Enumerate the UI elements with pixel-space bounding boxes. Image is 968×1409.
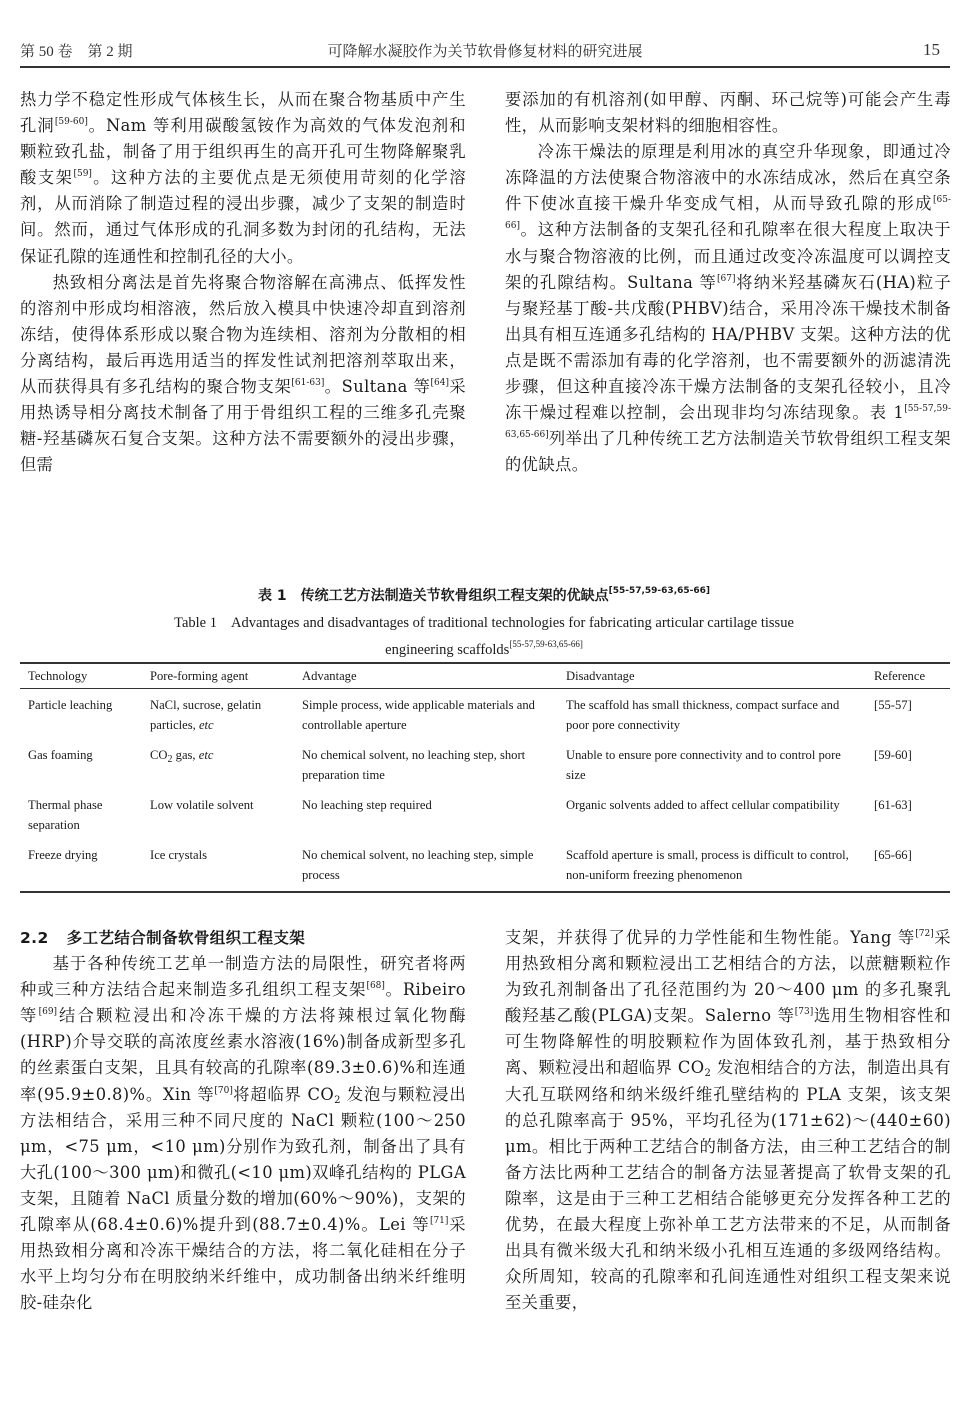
paragraph [505,925,951,1316]
citation[interactable]: [65-66] [505,195,951,232]
citation[interactable]: [69] [38,1007,58,1018]
column-header: Disadvantage [558,663,866,689]
citation[interactable]: [67] [717,273,736,284]
section-heading [20,925,466,951]
cell-disadvantage: Scaffold aperture is small, process is difficult to control, non-uniform freezing phenomenon [566,848,849,882]
section-number: 2.2 [20,929,49,947]
citation[interactable]: [59] [73,169,92,180]
paragraph [20,951,466,1316]
citation[interactable]: [59-60] [54,117,88,128]
cell-technology: Thermal phase separation [28,798,103,832]
text: 热致相分离法是首先将聚合物溶解在高沸点、低挥发性的溶剂中形成均相溶液，然后放入模具中快速冷却直到溶剂冻结，使得体系形成以聚合物为连续相、溶剂为分散相的相分离结构，最后再选用适当的挥发性试剂把溶剂萃取出来，从而获得具有多孔结构的聚合物支架 [20,272,466,397]
text: 。Sultana 等 [324,377,431,397]
caption-text: Advantages and disadvantages of traditional technologies for fabricating articular cartilage tissue engineering scaffolds [231,615,794,658]
column-header: Technology [20,663,142,689]
subscript: 2 [704,1068,712,1080]
text: 采用热致相分离和冷冻干燥结合的方法，将二氧化硅相在分子水平上均匀分布在明胶纳米纤维中，成功制备出纳米纤维明胶-硅杂化 [20,1215,466,1313]
cell-advantage: No chemical solvent, no leaching step, simple process [302,848,534,882]
page-number: 15 [923,40,940,59]
text: 采用热致相分离和颗粒浸出工艺相结合的方法，以蔗糖颗粒作为致孔剂制备出了孔径范围约为 20～400 μm 的多孔聚乳酸羟基乙酸(PLGA)支架。Salerno 等 [505,928,951,1026]
citation[interactable]: [73] [794,1007,814,1018]
citation[interactable]: [61-63] [291,378,325,389]
citation[interactable]: [72] [915,929,934,939]
column-left-top [20,87,466,478]
column-right-bottom [505,925,951,1316]
running-title: 可降解水凝胶作为关节软骨修复材料的研究进展 [327,44,643,60]
text: 。这种方法制备的支架孔径和孔隙率在很大程度上取决于水与聚合物溶液的比例，而且通过改变冷冻温度可以调控支架的孔隙结构。Sultana 等 [505,220,951,292]
text: 。Nam 等利用碳酸氢铵作为高效的气体发泡剂和颗粒致孔盐，制备了用于组织再生的高开孔可生物降解聚乳酸支架 [20,116,466,188]
running-header [20,36,950,68]
column-right-top [505,87,951,478]
citation[interactable]: [55-57,59-63,65-66] [608,586,711,596]
citation[interactable]: [64] [430,378,450,389]
cell-agent [142,689,294,740]
text: 。Ribeiro 等 [20,980,466,1026]
column-header: Pore-forming agent [142,663,294,689]
cell-technology: Freeze drying [28,848,98,862]
table-caption-chinese [0,585,968,605]
subscript: 2 [334,1094,341,1106]
table-caption-english [140,610,828,664]
cell-reference[interactable]: [55-57] [874,698,912,712]
cell-advantage: Simple process, wide applicable materials and controllable aperture [302,698,535,732]
paragraph [505,139,951,478]
text: gas, [172,748,199,762]
cell-reference[interactable]: [61-63] [874,798,912,812]
text: CO [150,748,168,762]
paragraph [505,87,951,139]
column-header: Reference [866,663,950,689]
cell-agent: Low volatile solvent [150,798,254,812]
text: 采用热诱导相分离技术制备了用于骨组织工程的三维多孔壳聚糖-羟基磷灰石复合支架。这种方法不需要额外的浸出步骤，但需 [20,377,466,475]
comparison-table [20,662,950,893]
citation[interactable]: [71] [429,1216,449,1227]
cell-reference[interactable]: [59-60] [874,748,912,762]
cell-disadvantage: Organic solvents added to affect cellular compatibility [566,798,840,812]
cell-advantage: No leaching step required [302,798,432,812]
journal-volume-issue: 第 50 卷 第 2 期 [20,44,133,60]
citation[interactable]: [55-57,59-63,65-66] [505,404,951,441]
table-label: 表 1 [257,588,287,604]
cell-advantage: No chemical solvent, no leaching step, short preparation time [302,748,526,782]
subscript: 2 [167,754,173,765]
citation[interactable]: [55-57,59-63,65-66] [509,639,583,649]
table-row [20,789,950,839]
table-row [20,689,950,740]
table-row [20,839,950,892]
cell-technology: Particle leaching [28,698,113,712]
text: 选用生物相容性和可生物降解性的明胶颗粒作为固体致孔剂，基于热致相分离、颗粒浸出和超临界 CO [505,1006,952,1078]
text: 要添加的有机溶剂(如甲醇、丙酮、环己烷等)可能会产生毒性，从而影响支架材料的细胞相容性。 [505,90,951,136]
cell-disadvantage: Unable to ensure pore connectivity and to control pore size [566,748,841,782]
text: 。这种方法的主要优点是无须使用苛刻的化学溶剂，从而消除了制造过程的浸出步骤，减少了支架的制造时间。然而，通过气体形成的孔洞多数为封闭的孔结构，无法保证孔隙的连通性和控制孔径的大小。 [20,168,467,266]
citation[interactable]: [68] [366,981,385,992]
text: 热力学不稳定性形成气体核生长，从而在聚合物基质中产生孔洞 [20,90,466,136]
text: 冷冻干燥法的原理是利用冰的真空升华现象，即通过冷冻降温的方法使聚合物溶液中的水冻结成冰，然后在真空条件下使冰直接干燥升华变成气相，从而导致孔隙的形成 [505,142,951,214]
text: NaCl, sucrose, gelatin particles, [150,698,262,732]
paragraph [20,87,466,270]
text: 结合颗粒浸出和冷冻干燥的方法将辣根过氧化物酶(HRP)介导交联的高浓度丝素水溶液(16%)制备成新型多孔的丝素蛋白支架，且具有较高的孔隙率(89.3±0.6)%和连通率(95.9±0.8)%。Xin 等 [20,1006,466,1104]
table-header-row [20,663,950,689]
text: etc [198,748,214,762]
citation[interactable]: [70] [214,1085,233,1096]
table-row [20,739,950,789]
table-label: Table 1 [174,615,217,631]
cell-agent [142,739,294,789]
paragraph [20,270,466,479]
cell-agent: Ice crystals [150,848,207,862]
text: 发泡相结合的方法，制造出具有大孔互联网络和纳米级纤维孔壁结构的 PLA 支架，该支架的总孔隙率高于 95%，平均孔径为(171±62)～(440±60) μm。相比于两种工艺结合的制备方法，由三种工艺结合的制备方法比两种工艺结合的制备方法显著提高了软骨支架的孔隙率，这是由于三种工艺相结合能够更充分发挥各种工艺的优势，在最大程度上弥补单工艺方法带来的不足，从而制备出具有微米级大孔和纳米级小孔相互连通的多级网络结构。众所周知，较高的孔隙率和孔间连通性对组织工程支架来说至关重要， [505,1058,951,1313]
text: 将超临界 CO [232,1084,335,1104]
section-title: 多工艺结合制备软骨组织工程支架 [66,929,306,947]
text: 支架，并获得了优异的力学性能和生物性能。Yang 等 [505,928,916,947]
text: 列举出了几种传统工艺方法制造关节软骨组织工程支架的优缺点。 [505,429,951,475]
cell-reference[interactable]: [65-66] [874,848,912,862]
cell-disadvantage: The scaffold has small thickness, compact surface and poor pore connectivity [566,698,840,732]
column-header: Advantage [294,663,558,689]
text: 将纳米羟基磷灰石(HA)粒子与聚羟基丁酸-共戊酸(PHBV)结合，采用冷冻干燥技术制备出具有相互连通多孔结构的 HA/PHBV 支架。这种方法的优点是既不需添加有毒的化学溶剂，也不需要额外的沥滤清洗步骤，但这种直接冷冻干燥方法制备的支架孔径较小，且冷冻干燥过程难以控制，会出现非均匀冻结现象。表 1 [505,272,951,423]
text: 基于各种传统工艺单一制造方法的局限性，研究者将两种或三种方法结合起来制造多孔组织工程支架 [20,954,466,1000]
caption-text: 传统工艺方法制造关节软骨组织工程支架的优缺点 [300,588,609,604]
cell-technology: Gas foaming [28,748,93,762]
text: etc [198,717,214,732]
text: 发泡与颗粒浸出方法相结合，采用三种不同尺度的 NaCl 颗粒(100～250 μm，<75 μm，<10 μm)分别作为致孔剂，制备出了具有大孔(100～300 μm)和微孔(<10 μm)双峰孔结构的 PLGA 支架，且随着 NaCl 质量分数的增加(60%～90%)，支架的孔隙率从(68.4±0.6)%提升到(88.7±0.4)%。Lei 等 [20,1084,466,1235]
column-left-bottom [20,925,466,1316]
